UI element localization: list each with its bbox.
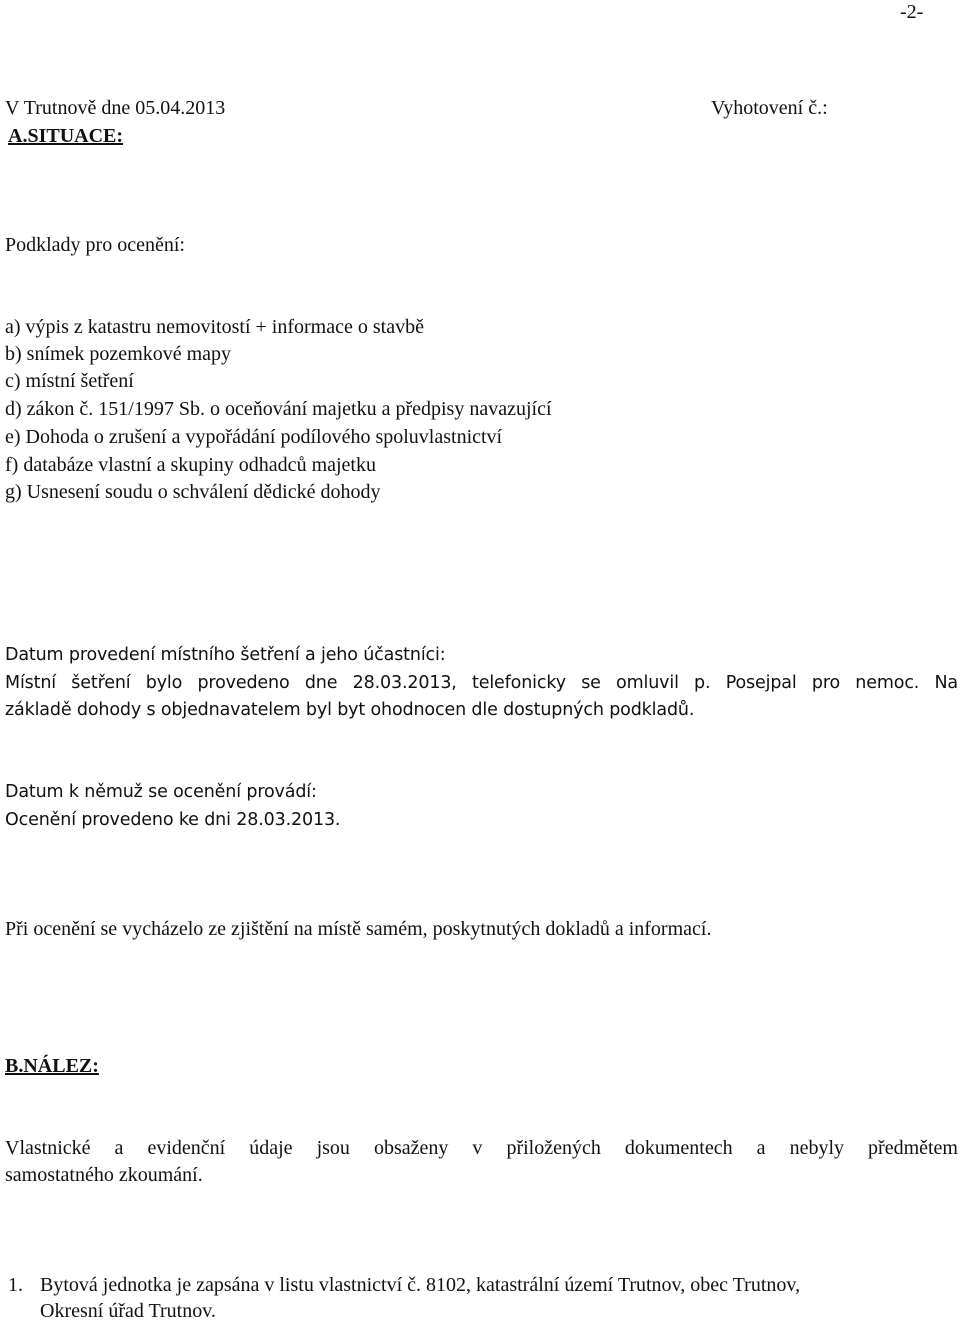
- copy-number-label: Vyhotovení č.:: [711, 97, 828, 119]
- inspection-text-line1: Místní šetření bylo provedeno dne 28.03.2013, telefonicky se omluvil p. Posejpal pro nemoc. Na: [5, 673, 958, 693]
- valuation-date-text: Ocenění provedeno ke dni 28.03.2013.: [5, 810, 341, 830]
- valuation-date-label: Datum k němuž se ocenění provádí:: [5, 782, 317, 802]
- list-item-text-line2: Okresní úřad Trutnov.: [40, 1300, 216, 1322]
- valuation-basis-text: Při ocenění se vycházelo ze zjištění na místě samém, poskytnutých dokladů a informací.: [5, 918, 712, 940]
- sources-label: Podklady pro ocenění:: [5, 234, 185, 256]
- page-number: -2-: [900, 1, 924, 23]
- list-item: c) místní šetření: [5, 370, 134, 392]
- ownership-text-line1: Vlastnické a evidenční údaje jsou obsaženy v přiložených dokumentech a nebyly předmětem: [5, 1137, 958, 1159]
- list-item: g) Usnesení soudu o schválení dědické dohody: [5, 481, 381, 503]
- ownership-text-line2: samostatného zkoumání.: [5, 1164, 203, 1186]
- list-item-number: 1.: [8, 1274, 23, 1296]
- section-b-title: B.NÁLEZ:: [5, 1055, 99, 1077]
- list-item: b) snímek pozemkové mapy: [5, 343, 232, 365]
- inspection-text-line2: základě dohody s objednavatelem byl byt ohodnocen dle dostupných podkladů.: [5, 700, 695, 720]
- place-date: V Trutnově dne 05.04.2013: [5, 97, 226, 119]
- list-item: f) databáze vlastní a skupiny odhadců majetku: [5, 454, 376, 476]
- list-item: d) zákon č. 151/1997 Sb. o oceňování majetku a předpisy navazující: [5, 398, 552, 420]
- section-a-title: A.SITUACE:: [8, 125, 124, 147]
- list-item: e) Dohoda o zrušení a vypořádání podílového spoluvlastnictví: [5, 426, 503, 448]
- list-item-text-line1: Bytová jednotka je zapsána v listu vlastnictví č. 8102, katastrální území Trutnov, obec Trutnov,: [40, 1274, 801, 1296]
- list-item: a) výpis z katastru nemovitostí + informace o stavbě: [5, 316, 424, 338]
- inspection-label: Datum provedení místního šetření a jeho účastníci:: [5, 645, 446, 665]
